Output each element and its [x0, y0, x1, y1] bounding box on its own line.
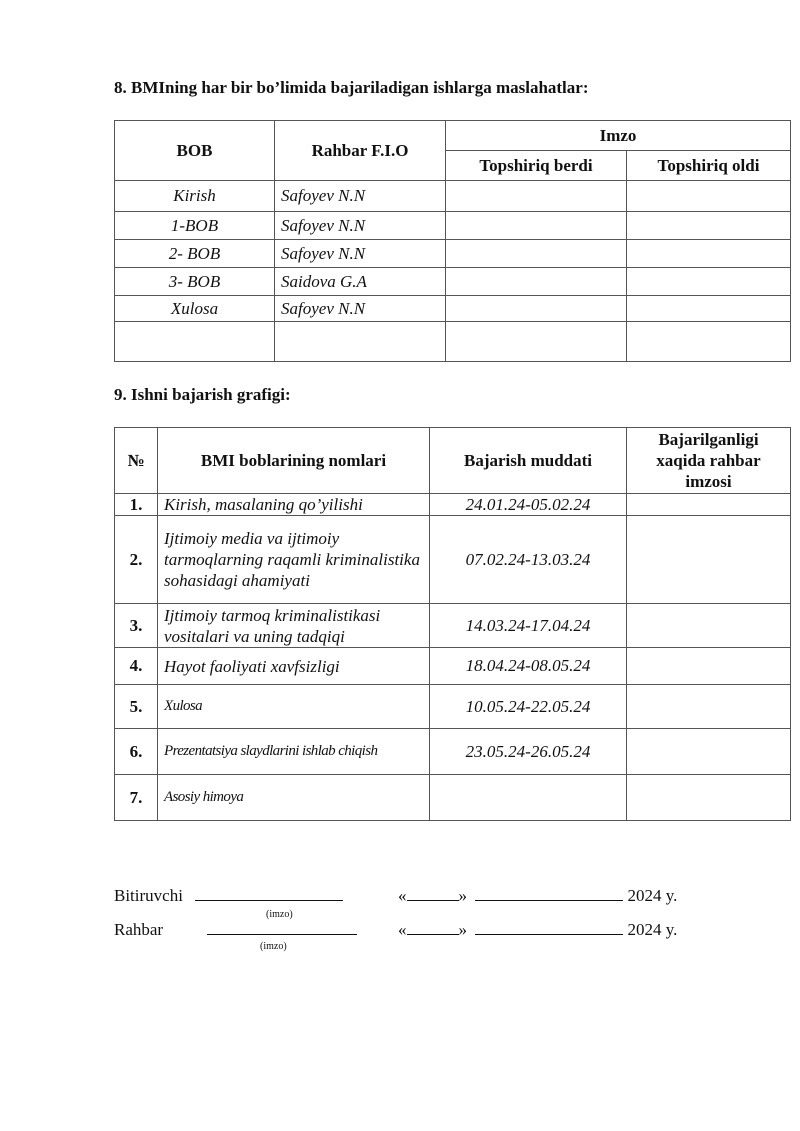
- oldi-signature-cell[interactable]: [627, 240, 791, 268]
- signature-cell[interactable]: [627, 775, 791, 821]
- table-row: [115, 604, 791, 648]
- table-row: [115, 181, 791, 212]
- graduate-day-field[interactable]: [407, 886, 459, 901]
- rahbar-cell: Safoyev N.N: [275, 212, 446, 240]
- header-bob: BOB: [115, 121, 275, 181]
- signature-cell[interactable]: [627, 516, 791, 604]
- header-rahbar: Rahbar F.I.O: [275, 121, 446, 181]
- row-number: 3.: [115, 604, 158, 648]
- graduate-signature-line: [114, 886, 343, 906]
- empty-cell: [115, 322, 275, 362]
- quote-close: »: [458, 920, 467, 939]
- chapter-name: Asosiy himoya: [158, 775, 430, 821]
- chapter-name: Xulosa: [158, 685, 430, 729]
- table-row: [115, 516, 791, 604]
- chapter-name: Ijtimoiy media va ijtimoiy tarmoqlarning raqamli kriminalistika sohasidagi ahamiyati: [158, 516, 430, 604]
- chapter-name: Kirish, masalaning qo’yilishi: [158, 494, 430, 516]
- signature-cell[interactable]: [627, 685, 791, 729]
- quote-open: «: [398, 886, 407, 905]
- header-imzo: Imzo: [446, 121, 791, 151]
- supervisor-signature-field[interactable]: [207, 920, 357, 935]
- header-number: №: [115, 428, 158, 494]
- duration-cell: 18.04.24-08.05.24: [430, 648, 627, 685]
- duration-cell: 10.05.24-22.05.24: [430, 685, 627, 729]
- graduate-signature-field[interactable]: [195, 886, 343, 901]
- supervisor-month-field[interactable]: [475, 920, 623, 935]
- rahbar-cell: Saidova G.A: [275, 268, 446, 296]
- year-label: 2024 y.: [627, 920, 678, 939]
- empty-cell[interactable]: [627, 322, 791, 362]
- empty-cell: [275, 322, 446, 362]
- duration-cell: [430, 775, 627, 821]
- duration-cell: 23.05.24-26.05.24: [430, 729, 627, 775]
- header-chapter-names: BMI boblarining nomlari: [158, 428, 430, 494]
- chapter-name: Hayot faoliyati xavfsizligi: [158, 648, 430, 685]
- header-supervisor-signature: Bajarilganligi xaqida rahbar imzosi: [627, 428, 791, 494]
- section9-title: 9. Ishni bajarish grafigi:: [114, 385, 291, 404]
- chapter-name: Prezentatsiya slaydlarini ishlab chiqish: [158, 729, 430, 775]
- row-number: 7.: [115, 775, 158, 821]
- bob-cell: Xulosa: [115, 296, 275, 322]
- table-row: [115, 775, 791, 821]
- signature-cell[interactable]: [627, 648, 791, 685]
- row-number: 2.: [115, 516, 158, 604]
- empty-cell[interactable]: [446, 322, 627, 362]
- signature-cell[interactable]: [627, 604, 791, 648]
- bob-cell: 3- BOB: [115, 268, 275, 296]
- graduate-month-field[interactable]: [475, 886, 623, 901]
- supervisor-date-line: [398, 920, 677, 940]
- berdi-signature-cell[interactable]: [446, 212, 627, 240]
- header-topshiriq-berdi: Topshiriq berdi: [446, 151, 627, 181]
- quote-close: »: [458, 886, 467, 905]
- table-row: [115, 240, 791, 268]
- graduate-date-line: [398, 886, 677, 906]
- berdi-signature-cell[interactable]: [446, 268, 627, 296]
- duration-cell: 14.03.24-17.04.24: [430, 604, 627, 648]
- berdi-signature-cell[interactable]: [446, 181, 627, 212]
- bob-cell: 1-BOB: [115, 212, 275, 240]
- schedule-table: [114, 427, 791, 821]
- row-number: 5.: [115, 685, 158, 729]
- oldi-signature-cell[interactable]: [627, 212, 791, 240]
- graduate-label: Bitiruvchi: [114, 886, 183, 905]
- rahbar-cell: Safoyev N.N: [275, 296, 446, 322]
- chapter-name: Ijtimoiy tarmoq kriminalistikasi vositalari va uning tadqiqi: [158, 604, 430, 648]
- year-label: 2024 y.: [627, 886, 678, 905]
- bob-cell: 2- BOB: [115, 240, 275, 268]
- table-row: [115, 296, 791, 322]
- duration-cell: 07.02.24-13.03.24: [430, 516, 627, 604]
- oldi-signature-cell[interactable]: [627, 268, 791, 296]
- table-row: [115, 268, 791, 296]
- header-topshiriq-oldi: Topshiriq oldi: [627, 151, 791, 181]
- bob-cell: Kirish: [115, 181, 275, 212]
- imzo-caption: (imzo): [260, 941, 287, 952]
- table-row: [115, 685, 791, 729]
- oldi-signature-cell[interactable]: [627, 296, 791, 322]
- signature-cell[interactable]: [627, 729, 791, 775]
- oldi-signature-cell[interactable]: [627, 181, 791, 212]
- table-row: [115, 322, 791, 362]
- supervisor-signature-line: [114, 920, 357, 940]
- section8-title: 8. BMIning har bir bo’limida bajariladigan ishlarga maslahatlar:: [114, 78, 589, 97]
- supervisor-label: Rahbar: [114, 920, 164, 939]
- berdi-signature-cell[interactable]: [446, 240, 627, 268]
- row-number: 4.: [115, 648, 158, 685]
- signature-cell[interactable]: [627, 494, 791, 516]
- table-row: [115, 729, 791, 775]
- quote-open: «: [398, 920, 407, 939]
- table-row: [115, 648, 791, 685]
- imzo-caption: (imzo): [266, 909, 293, 920]
- header-duration: Bajarish muddati: [430, 428, 627, 494]
- supervisor-day-field[interactable]: [407, 920, 459, 935]
- consultation-table: [114, 120, 791, 362]
- rahbar-cell: Safoyev N.N: [275, 181, 446, 212]
- berdi-signature-cell[interactable]: [446, 296, 627, 322]
- row-number: 6.: [115, 729, 158, 775]
- table-row: [115, 212, 791, 240]
- duration-cell: 24.01.24-05.02.24: [430, 494, 627, 516]
- table-row: [115, 494, 791, 516]
- row-number: 1.: [115, 494, 158, 516]
- rahbar-cell: Safoyev N.N: [275, 240, 446, 268]
